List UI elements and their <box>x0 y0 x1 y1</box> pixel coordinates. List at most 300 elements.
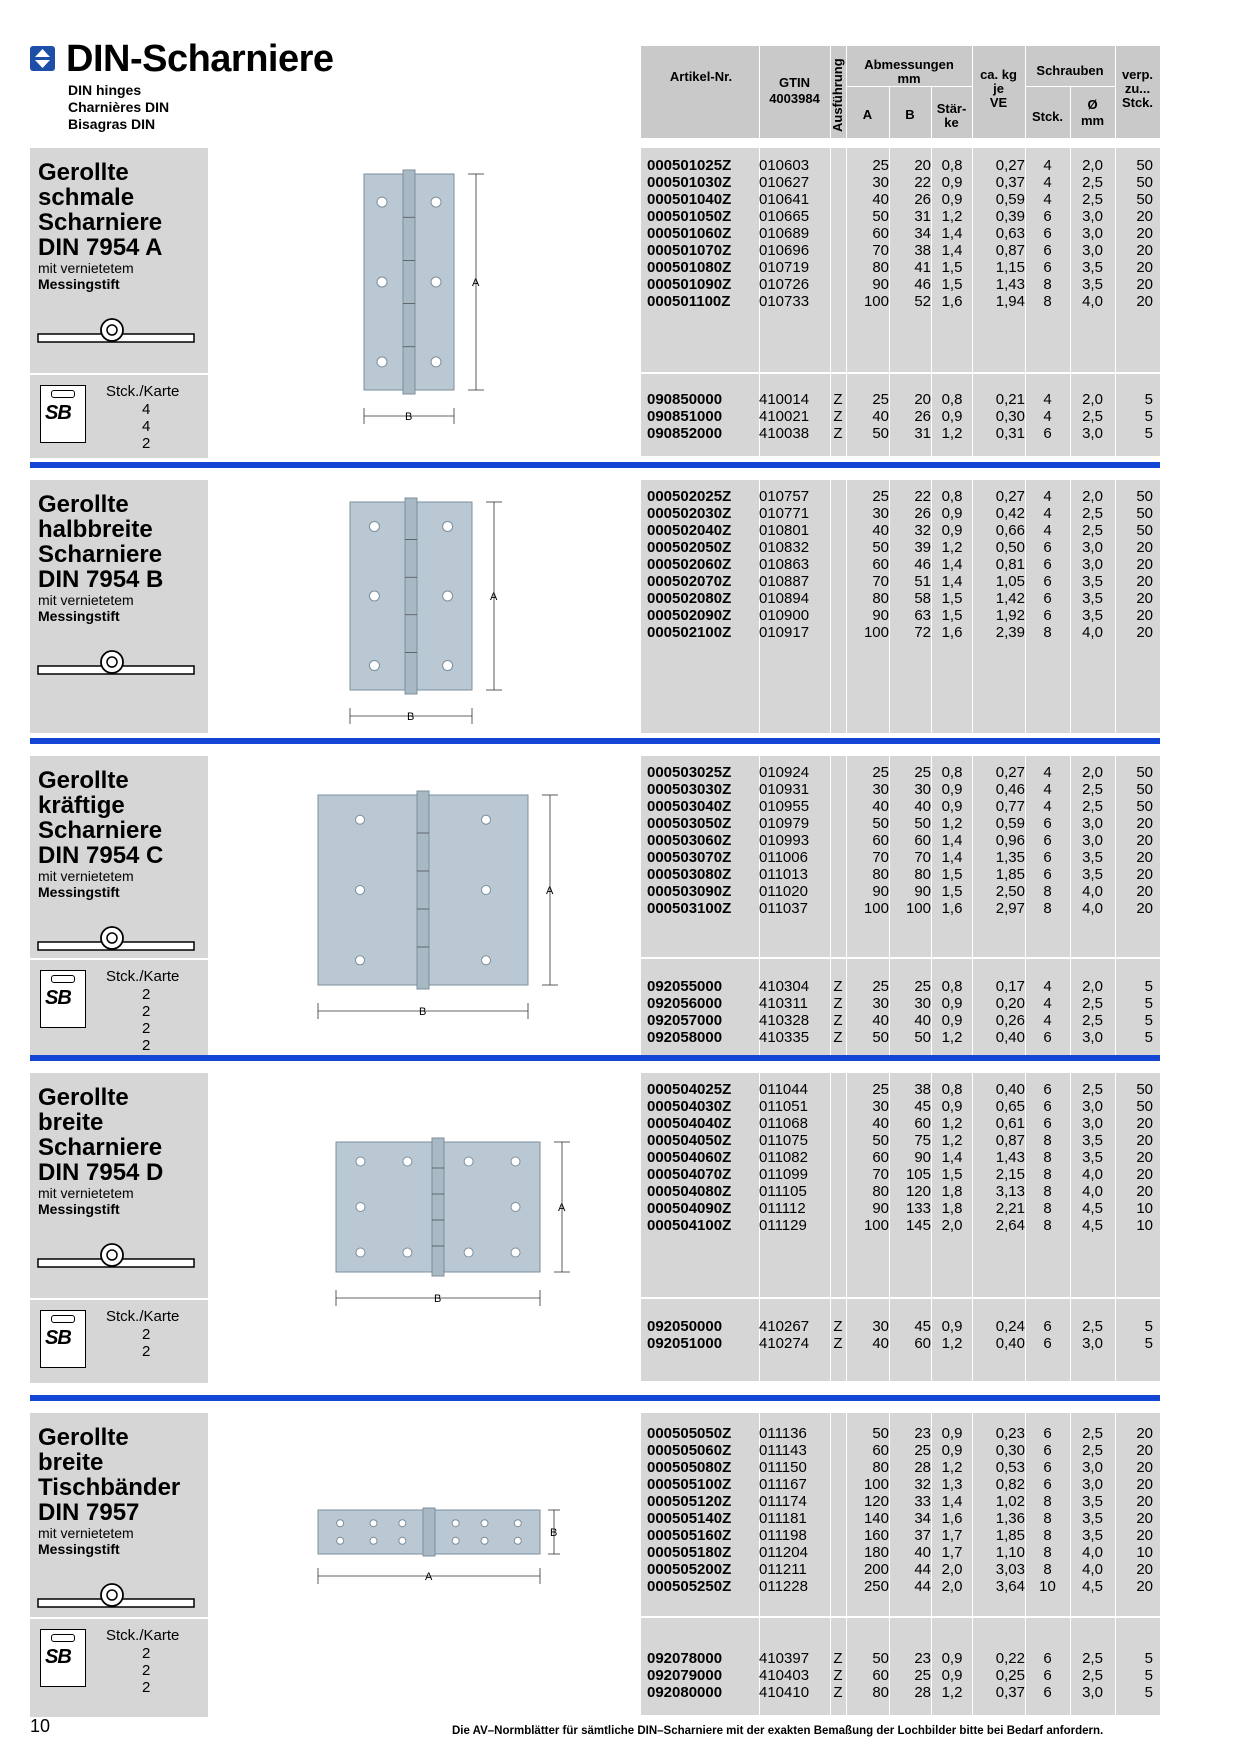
cell-a: 160 <box>863 1527 889 1544</box>
cell-b: 25 <box>914 1667 931 1684</box>
section-title-line: Scharniere <box>38 209 163 236</box>
cell-z: Z <box>833 408 843 425</box>
cell-kg: 0,23 <box>995 1425 1025 1442</box>
cell-gtin: 011112 <box>759 1200 806 1217</box>
cell-b: 60 <box>914 832 931 849</box>
cell-kg: 1,36 <box>995 1510 1025 1527</box>
cell-v: 20 <box>1136 1476 1153 1493</box>
cell-gtin: 410397 <box>759 1650 810 1667</box>
cell-st: 6 <box>1043 425 1052 442</box>
table-row <box>641 259 1160 276</box>
cell-kg: 3,64 <box>995 1578 1025 1595</box>
section-subtitle: mit vernietetem <box>38 260 134 276</box>
sb-pieces-per-card: 2 <box>142 1343 151 1360</box>
cell-st: 6 <box>1043 1081 1052 1098</box>
cell-d: 2,5 <box>1082 798 1103 815</box>
cell-st: 6 <box>1043 1029 1052 1046</box>
cell-v: 50 <box>1136 174 1153 191</box>
cell-v: 5 <box>1144 408 1153 425</box>
cell-s: 1,4 <box>941 832 963 849</box>
cell-b: 34 <box>914 1510 931 1527</box>
cell-art: 000505140Z <box>647 1510 732 1527</box>
cell-z: Z <box>833 978 843 995</box>
col-kg-1: ca. kg <box>980 67 1017 82</box>
cell-d: 2,5 <box>1082 174 1103 191</box>
cell-d: 2,0 <box>1082 488 1103 505</box>
cell-st: 4 <box>1043 764 1052 781</box>
sb-pieces-per-card: 2 <box>142 1020 151 1037</box>
cell-v: 20 <box>1136 849 1153 866</box>
cell-st: 6 <box>1043 242 1052 259</box>
cell-v: 5 <box>1144 995 1153 1012</box>
cell-st: 6 <box>1043 849 1052 866</box>
table-row <box>641 1149 1160 1166</box>
cell-st: 6 <box>1043 1425 1052 1442</box>
table-row <box>641 1012 1160 1029</box>
cell-v: 20 <box>1136 539 1153 556</box>
cell-s: 1,2 <box>941 1335 963 1352</box>
sb-pieces-per-card: 2 <box>142 1662 151 1679</box>
cell-a: 40 <box>872 408 889 425</box>
cell-b: 38 <box>914 1081 931 1098</box>
cell-kg: 1,94 <box>995 293 1025 310</box>
cell-kg: 0,30 <box>995 408 1025 425</box>
table-row <box>641 1493 1160 1510</box>
cell-v: 20 <box>1136 832 1153 849</box>
svg-text:A: A <box>558 1202 566 1214</box>
cell-s: 0,9 <box>941 995 963 1012</box>
cell-st: 4 <box>1043 408 1052 425</box>
cell-d: 3,5 <box>1082 607 1103 624</box>
cell-a: 25 <box>872 1081 889 1098</box>
cell-a: 60 <box>872 556 889 573</box>
cell-kg: 1,15 <box>995 259 1025 276</box>
cell-art: 092050000 <box>647 1318 723 1335</box>
cell-art: 000502050Z <box>647 539 732 556</box>
cell-s: 1,4 <box>941 225 963 242</box>
cell-v: 50 <box>1136 157 1153 174</box>
table-row <box>641 866 1160 883</box>
section-divider <box>30 1055 1160 1061</box>
cell-z: Z <box>833 1335 843 1352</box>
col-staerke-1: Stär- <box>936 101 967 116</box>
table-row <box>641 488 1160 505</box>
cell-kg: 0,77 <box>995 798 1025 815</box>
cell-gtin: 410403 <box>759 1667 810 1684</box>
cell-v: 20 <box>1136 259 1153 276</box>
cell-d: 2,5 <box>1082 522 1103 539</box>
cell-v: 20 <box>1136 590 1153 607</box>
cell-kg: 0,63 <box>995 225 1025 242</box>
cell-v: 20 <box>1136 1561 1153 1578</box>
cell-gtin: 011167 <box>759 1476 807 1493</box>
cell-st: 6 <box>1043 225 1052 242</box>
cell-kg: 2,64 <box>995 1217 1025 1234</box>
cell-d: 4,0 <box>1082 1166 1103 1183</box>
cell-v: 5 <box>1144 391 1153 408</box>
table-row <box>641 208 1160 225</box>
cell-b: 45 <box>914 1098 931 1115</box>
sb-pieces-per-card: 4 <box>142 418 151 435</box>
cell-kg: 1,02 <box>995 1493 1025 1510</box>
cell-st: 6 <box>1043 1115 1052 1132</box>
cell-st: 8 <box>1043 276 1052 293</box>
cell-v: 50 <box>1136 1098 1153 1115</box>
cell-s: 0,8 <box>941 978 963 995</box>
table-row <box>641 624 1160 641</box>
col-verp-1: verp. <box>1121 67 1154 82</box>
cell-a: 60 <box>872 1667 889 1684</box>
cell-gtin: 011181 <box>759 1510 807 1527</box>
cell-gtin: 010665 <box>759 208 810 225</box>
cell-gtin: 410304 <box>759 978 810 995</box>
cell-a: 50 <box>872 425 889 442</box>
sb-pack-icon <box>40 1310 86 1368</box>
section-title-line: DIN 7957 <box>38 1499 140 1526</box>
cell-b: 31 <box>914 208 931 225</box>
cell-st: 6 <box>1043 1650 1052 1667</box>
cell-st: 6 <box>1043 590 1052 607</box>
cell-b: 40 <box>914 798 931 815</box>
cell-art: 000501040Z <box>647 191 732 208</box>
cell-v: 20 <box>1136 1510 1153 1527</box>
cell-st: 4 <box>1043 522 1052 539</box>
cell-b: 26 <box>914 505 931 522</box>
cell-d: 3,0 <box>1082 539 1103 556</box>
cell-a: 70 <box>872 573 889 590</box>
table-row <box>641 425 1160 442</box>
cell-st: 8 <box>1043 1527 1052 1544</box>
cell-kg: 3,03 <box>995 1561 1025 1578</box>
sb-label: SB <box>45 402 71 424</box>
cell-v: 20 <box>1136 293 1153 310</box>
cell-v: 20 <box>1136 556 1153 573</box>
cell-gtin: 011099 <box>759 1166 808 1183</box>
cell-art: 000501100Z <box>647 293 731 310</box>
cell-a: 50 <box>872 1029 889 1046</box>
cell-s: 1,6 <box>941 293 963 310</box>
cell-z: Z <box>833 1650 843 1667</box>
table-row <box>641 781 1160 798</box>
cell-s: 1,4 <box>941 1149 963 1166</box>
cell-d: 3,5 <box>1082 1132 1103 1149</box>
section-title-line: schmale <box>38 184 135 211</box>
cell-kg: 0,37 <box>995 174 1025 191</box>
cell-s: 1,2 <box>941 539 963 556</box>
cell-kg: 0,82 <box>995 1476 1025 1493</box>
cell-kg: 0,66 <box>995 522 1025 539</box>
cell-s: 1,3 <box>941 1476 963 1493</box>
cell-v: 5 <box>1144 1667 1153 1684</box>
cell-s: 0,8 <box>941 488 963 505</box>
cell-d: 2,0 <box>1082 764 1103 781</box>
cell-a: 90 <box>872 607 889 624</box>
subtitle-es: Bisagras DIN <box>68 116 156 132</box>
cell-a: 140 <box>863 1510 889 1527</box>
cell-z: Z <box>833 1667 843 1684</box>
cell-a: 100 <box>863 624 889 641</box>
cell-a: 50 <box>872 815 889 832</box>
cell-d: 3,5 <box>1082 849 1103 866</box>
cell-s: 1,5 <box>941 883 963 900</box>
cell-kg: 0,65 <box>995 1098 1025 1115</box>
cell-v: 5 <box>1144 1684 1153 1701</box>
cell-gtin: 010863 <box>759 556 810 573</box>
cell-st: 4 <box>1043 505 1052 522</box>
cell-kg: 0,61 <box>995 1115 1025 1132</box>
cell-a: 25 <box>872 391 889 408</box>
cell-gtin: 011006 <box>759 849 808 866</box>
page-number: 10 <box>30 1716 51 1736</box>
svg-text:B: B <box>434 1293 442 1305</box>
cell-kg: 0,96 <box>995 832 1025 849</box>
cell-d: 4,5 <box>1082 1200 1103 1217</box>
cell-st: 4 <box>1043 798 1052 815</box>
cell-b: 33 <box>914 1493 931 1510</box>
cell-d: 2,5 <box>1082 1318 1103 1335</box>
table-row <box>641 1200 1160 1217</box>
cell-v: 50 <box>1136 488 1153 505</box>
table-row <box>641 883 1160 900</box>
hinge-illustration <box>316 1132 600 1322</box>
cell-s: 1,2 <box>941 1132 963 1149</box>
cell-art: 000505180Z <box>647 1544 732 1561</box>
cell-b: 75 <box>914 1132 931 1149</box>
col-gtin: GTIN <box>778 75 811 90</box>
cell-d: 2,5 <box>1082 505 1103 522</box>
cell-kg: 0,27 <box>995 488 1025 505</box>
cell-kg: 1,42 <box>995 590 1025 607</box>
cell-a: 70 <box>872 849 889 866</box>
cell-b: 20 <box>914 157 931 174</box>
cell-d: 2,0 <box>1082 391 1103 408</box>
cell-b: 50 <box>914 1029 931 1046</box>
cell-gtin: 011013 <box>759 866 808 883</box>
cell-s: 1,2 <box>941 1459 963 1476</box>
cell-art: 000502090Z <box>647 607 732 624</box>
cell-kg: 0,40 <box>995 1081 1025 1098</box>
hinge-illustration <box>330 492 532 740</box>
cell-a: 250 <box>863 1578 889 1595</box>
cell-s: 0,9 <box>941 1442 963 1459</box>
table-row <box>641 1459 1160 1476</box>
cell-a: 60 <box>872 832 889 849</box>
cell-d: 2,5 <box>1082 781 1103 798</box>
cell-kg: 0,59 <box>995 815 1025 832</box>
cell-b: 26 <box>914 408 931 425</box>
cell-z: Z <box>833 1684 843 1701</box>
cell-kg: 0,26 <box>995 1012 1025 1029</box>
cell-d: 4,0 <box>1082 624 1103 641</box>
sb-pieces-per-card: 4 <box>142 401 151 418</box>
cell-a: 100 <box>863 900 889 917</box>
cell-gtin: 410038 <box>759 425 810 442</box>
cell-v: 5 <box>1144 1012 1153 1029</box>
cell-d: 3,0 <box>1082 425 1103 442</box>
cell-a: 90 <box>872 1200 889 1217</box>
cell-b: 23 <box>914 1650 931 1667</box>
cell-v: 20 <box>1136 1527 1153 1544</box>
table-row <box>641 1029 1160 1046</box>
cell-v: 50 <box>1136 1081 1153 1098</box>
cell-kg: 0,87 <box>995 1132 1025 1149</box>
table-row <box>641 1425 1160 1442</box>
cell-art: 092078000 <box>647 1650 723 1667</box>
cell-v: 20 <box>1136 1459 1153 1476</box>
cell-gtin: 011204 <box>759 1544 808 1561</box>
cell-st: 6 <box>1043 556 1052 573</box>
cell-b: 38 <box>914 242 931 259</box>
cell-v: 20 <box>1136 573 1153 590</box>
cell-art: 092079000 <box>647 1667 723 1684</box>
col-artikel: Artikel-Nr. <box>669 69 733 84</box>
cell-kg: 0,87 <box>995 242 1025 259</box>
sb-pieces-per-card: 2 <box>142 1003 151 1020</box>
cell-gtin: 010993 <box>759 832 810 849</box>
cell-b: 22 <box>914 174 931 191</box>
cell-art: 000501030Z <box>647 174 732 191</box>
table-row <box>641 556 1160 573</box>
col-verp-3: Stck. <box>1121 95 1154 110</box>
col-abmessungen-unit: mm <box>897 71 921 86</box>
cell-art: 000503100Z <box>647 900 732 917</box>
cell-kg: 0,31 <box>995 425 1025 442</box>
cell-st: 6 <box>1043 573 1052 590</box>
cell-kg: 0,27 <box>995 764 1025 781</box>
cell-s: 1,4 <box>941 849 963 866</box>
cell-s: 0,9 <box>941 1425 963 1442</box>
cell-gtin: 410311 <box>759 995 808 1012</box>
table-row <box>641 1510 1160 1527</box>
cell-s: 0,9 <box>941 1318 963 1335</box>
table-row <box>641 505 1160 522</box>
cell-kg: 1,05 <box>995 573 1025 590</box>
cell-b: 31 <box>914 425 931 442</box>
svg-text:B: B <box>419 1006 427 1018</box>
table-row <box>641 157 1160 174</box>
cell-s: 1,2 <box>941 1115 963 1132</box>
cell-art: 000505060Z <box>647 1442 732 1459</box>
cell-art: 000505200Z <box>647 1561 732 1578</box>
cell-a: 80 <box>872 1183 889 1200</box>
section-title-line: kräftige <box>38 792 125 819</box>
cell-b: 72 <box>914 624 931 641</box>
cell-st: 8 <box>1043 1493 1052 1510</box>
cell-d: 4,5 <box>1082 1217 1103 1234</box>
subtitle-en: DIN hinges <box>68 82 142 98</box>
cell-d: 3,0 <box>1082 815 1103 832</box>
section-subtitle: mit vernietetem <box>38 1185 134 1201</box>
cell-v: 20 <box>1136 225 1153 242</box>
cell-b: 58 <box>914 590 931 607</box>
section-title-line: DIN 7954 B <box>38 566 164 593</box>
cell-d: 3,0 <box>1082 1029 1103 1046</box>
cell-st: 6 <box>1043 1442 1052 1459</box>
sb-pieces-per-card: 2 <box>142 986 151 1003</box>
cell-d: 3,0 <box>1082 556 1103 573</box>
cell-s: 2,0 <box>941 1561 963 1578</box>
cell-gtin: 011068 <box>759 1115 808 1132</box>
cell-art: 000502080Z <box>647 590 732 607</box>
table-row <box>641 539 1160 556</box>
cell-s: 0,8 <box>941 157 963 174</box>
cell-s: 0,9 <box>941 174 963 191</box>
sb-pack-icon <box>40 385 86 443</box>
cell-gtin: 010801 <box>759 522 810 539</box>
cell-b: 46 <box>914 556 931 573</box>
cell-kg: 2,15 <box>995 1166 1025 1183</box>
section-subtitle: mit vernietetem <box>38 868 134 884</box>
cell-gtin: 011228 <box>759 1578 808 1595</box>
cell-kg: 3,13 <box>995 1183 1025 1200</box>
cell-a: 60 <box>872 225 889 242</box>
table-row <box>641 1578 1160 1595</box>
cell-art: 000505100Z <box>647 1476 732 1493</box>
cell-gtin: 010689 <box>759 225 810 242</box>
cell-v: 50 <box>1136 781 1153 798</box>
cell-b: 45 <box>914 1318 931 1335</box>
cell-kg: 0,59 <box>995 191 1025 208</box>
cell-s: 1,2 <box>941 425 963 442</box>
cell-a: 40 <box>872 522 889 539</box>
cell-art: 000504100Z <box>647 1217 732 1234</box>
page-subtitles <box>68 82 169 133</box>
cell-st: 8 <box>1043 1166 1052 1183</box>
cell-v: 10 <box>1136 1200 1153 1217</box>
cell-s: 0,9 <box>941 191 963 208</box>
cell-gtin: 011211 <box>759 1561 807 1578</box>
cell-gtin: 010696 <box>759 242 810 259</box>
svg-text:B: B <box>550 1527 558 1539</box>
cell-gtin: 011105 <box>759 1183 807 1200</box>
cell-st: 6 <box>1043 259 1052 276</box>
cell-st: 6 <box>1043 1335 1052 1352</box>
product-table <box>641 480 1160 733</box>
cell-gtin: 011150 <box>759 1459 807 1476</box>
cell-art: 000502070Z <box>647 573 732 590</box>
cell-a: 30 <box>872 1098 889 1115</box>
cell-art: 000503040Z <box>647 798 732 815</box>
cell-s: 0,8 <box>941 1081 963 1098</box>
cell-d: 4,0 <box>1082 883 1103 900</box>
cell-art: 000502030Z <box>647 505 732 522</box>
cell-d: 3,5 <box>1082 1527 1103 1544</box>
svg-text:B: B <box>405 411 413 423</box>
table-row <box>641 815 1160 832</box>
cell-s: 1,5 <box>941 866 963 883</box>
cell-art: 000505160Z <box>647 1527 732 1544</box>
cell-gtin: 010979 <box>759 815 810 832</box>
cell-gtin: 011075 <box>759 1132 808 1149</box>
cell-s: 1,6 <box>941 900 963 917</box>
cell-a: 50 <box>872 208 889 225</box>
table-row <box>641 995 1160 1012</box>
cell-s: 1,2 <box>941 208 963 225</box>
product-table <box>641 1413 1160 1715</box>
cell-art: 000505050Z <box>647 1425 732 1442</box>
cell-z: Z <box>833 425 843 442</box>
cell-kg: 0,40 <box>995 1335 1025 1352</box>
cell-gtin: 010757 <box>759 488 810 505</box>
cell-v: 20 <box>1136 1442 1153 1459</box>
cell-art: 000503070Z <box>647 849 732 866</box>
section-title-line: Gerollte <box>38 159 129 186</box>
cell-art: 092056000 <box>647 995 723 1012</box>
table-row <box>641 573 1160 590</box>
cell-s: 0,8 <box>941 391 963 408</box>
table-row <box>641 225 1160 242</box>
cell-gtin: 010917 <box>759 624 810 641</box>
